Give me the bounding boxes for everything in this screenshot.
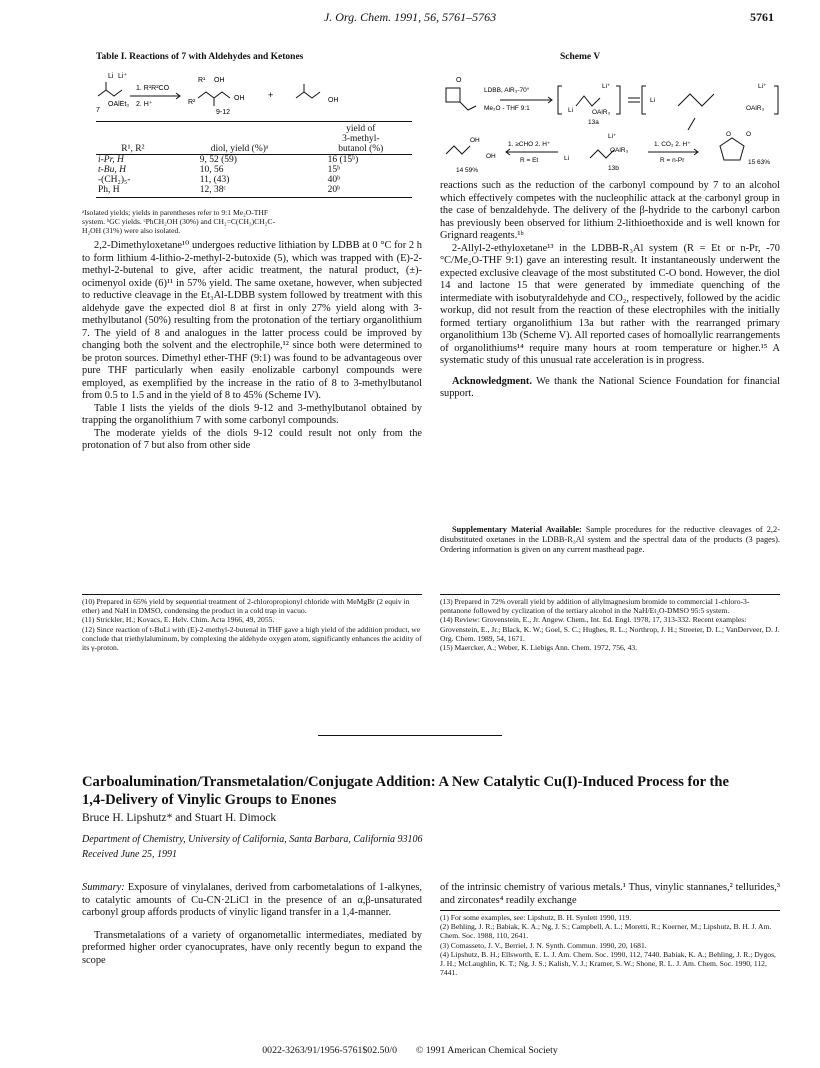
butanol-skeleton <box>296 92 320 98</box>
acknowledgment-heading: Acknowledgment. <box>452 375 532 387</box>
compound-13b-label: 13b <box>608 165 619 172</box>
table-cell: 9, 52 (59) <box>199 155 237 165</box>
step1-condition: R = Et <box>520 157 539 164</box>
supplementary-heading: Supplementary Material Available: <box>452 525 582 534</box>
footnote: (11) Strickler, H.; Kovacs, E. Helv. Chim. Acta 1966, 49, 2055. <box>82 615 275 625</box>
article-references <box>440 913 780 977</box>
reference: (1) For some examples, see: Lipshutz, B. H. Synlett 1990, 119. <box>440 913 632 922</box>
intro-paragraph-right-text: of the intrinsic chemistry of various metals.¹ Thus, vinylic stannanes,² tellurides,³ and zirconates⁴ readily exchange <box>440 882 780 906</box>
oh-label-2: OH <box>486 153 496 160</box>
affiliation-line: Department of Chemistry, University of California, Santa Barbara, California 93106 <box>82 834 423 845</box>
table-cell: 16 (15ᵇ) <box>327 155 359 165</box>
publication-code: 0022-3263/91/1956-5761$02.50/0 <box>262 1045 397 1056</box>
table-cell: Ph, H <box>98 185 120 195</box>
copyright-notice: © 1991 American Chemical Society <box>415 1045 558 1056</box>
paragraph: The moderate yields of the diols 9-12 could result not only from the protonation of 7 but also from other side <box>82 427 422 451</box>
step1-reagent: 1. ≥CHO 2. H⁺ <box>508 141 551 148</box>
reactant-skeleton <box>98 90 122 96</box>
footnote: (15) Maercker, A.; Weber, K. Liebigs Ann. Chem. 1972, 756, 43. <box>440 643 638 653</box>
paragraph: reactions such as the reduction of the carbonyl compound by 7 to an alcohol which effectively competes with the nucleophilic attack at the carbonyl group in the case of benzaldehyde. The delivery of the β-hydride to the carbonyl carbon has previously been observed for lithium 2-lithioethoxide and is well known for Grignard reagents.¹ᵇ <box>440 180 780 241</box>
lactone-15-ring <box>720 138 744 160</box>
article-title: Carboalumination/Transmetalation/Conjugate Addition: A New Catalytic Cu(I)-Induced Process for the 1,4-Delivery of Vinylic Groups to Enones <box>82 774 729 808</box>
diol-14-skeleton <box>446 146 470 154</box>
col3-header-line2: 3-methyl- <box>342 134 380 144</box>
footnote: (10) Prepared in 65% yield by sequential treatment of 2-chloropropionyl chloride with MeMgBr (2 equiv in ether) and NaH in DMSO, condensing the product in a cold trap in vacuo. <box>82 597 410 616</box>
bracket-left <box>558 86 562 114</box>
scheme-v-diagram <box>440 66 785 178</box>
summary-heading: Summary: <box>82 882 125 893</box>
compound-13a-label: 13a <box>588 119 599 126</box>
table-cell: i-Pr, H <box>98 155 124 165</box>
col3-header-line1: yield of <box>346 124 376 134</box>
col3-header-line3: butanol (%) <box>338 144 384 154</box>
oh-label-2: OH <box>234 95 245 102</box>
reference: (2) Behling, J. R.; Babiak, K. A.; Ng, J. S.; Campbell, A. L.; Moretti, R.; Koerner, M.; Lipshutz, B. H. J. Am. Chem. Soc. 1988, 110, 2641. <box>440 922 772 941</box>
table-footnote-line: ᵃIsolated yields; yields in parentheses refer to 9:1 Me₂O-THF <box>82 208 269 217</box>
lithium-label-2: Li <box>650 97 656 104</box>
page-number: 5761 <box>750 10 774 24</box>
footnote: (14) Review: Grovenstein, E., Jr. Angew. Chem., Int. Ed. Engl. 1978, 17, 313-332. Recent examples: Grovenstein, E., Jr.; Black, K. W.; Goel, S. C.; Hughes, R. L.; Northrop, J. H.; Streeter, D. L.; VanDerveer, D. J. Org. Chem. 1989, 54, 1671. <box>440 615 780 643</box>
compound-14-label: 14 59% <box>456 167 479 174</box>
oh-label-1: OH <box>214 77 225 84</box>
lithium-label: Li <box>108 73 114 80</box>
reagent-top-2: Me₂O - THF 9:1 <box>484 105 530 112</box>
paragraph: Table I lists the yields of the diols 9-12 and 3-methylbutanol obtained by trapping the organolithium 7 with some carbonyl compounds. <box>82 402 422 426</box>
oh-label-3: OH <box>328 97 339 104</box>
plus-sign: + <box>268 90 274 100</box>
right-footnotes <box>440 597 780 652</box>
col1-header: R¹, R² <box>121 144 145 154</box>
step2-condition: R = n-Pr <box>660 157 685 164</box>
left-footnotes <box>82 597 422 652</box>
lithium-cation-label-2: Li⁺ <box>758 83 767 90</box>
article-authors: Bruce H. Lipshutz* and Stuart H. Dimock <box>82 812 277 824</box>
reagent-step-2: 2. H⁺ <box>136 101 153 108</box>
right-column-text <box>440 180 780 401</box>
table-i <box>96 121 412 198</box>
footnote-divider <box>82 594 422 595</box>
oair3-label: OAlR₃ <box>592 109 611 116</box>
compound-15-label: 15 63% <box>748 159 771 166</box>
diol-skeleton <box>198 92 230 98</box>
table-cell: 20ᵇ <box>327 185 341 195</box>
acknowledgment-body: We thank the National Science Foundation for financial support. <box>440 375 780 399</box>
carbonyl-oxygen-label: O <box>746 131 752 138</box>
oalet-label: OAlEt₃ <box>108 101 130 108</box>
oair3-label-3: OAlR₃ <box>610 147 629 154</box>
received-date: Received June 25, 1991 <box>82 849 177 860</box>
lithium-label-3: Li <box>564 155 570 162</box>
summary <box>82 882 422 967</box>
article-separator <box>318 735 502 736</box>
references-divider <box>440 910 780 911</box>
oh-label-1: OH <box>470 137 480 144</box>
footnote-divider-right <box>440 594 780 595</box>
left-column-text <box>82 240 422 453</box>
journal-header: J. Org. Chem. 1991, 56, 5761–5763 <box>323 10 497 24</box>
article-affiliation <box>82 832 742 862</box>
reagent-top-1: LDBB, AlR₃-70° <box>484 87 530 94</box>
reference: (3) Comasseto, J. V., Berriel, J. N. Synth. Commun. 1990, 20, 1681. <box>440 940 647 950</box>
paragraph: 2-Allyl-2-ethyloxetane¹³ in the LDBB-R₃Al system (R = Et or n-Pr, -70 °C/Me₂O-THF 9:1) gave an interesting result. It instantaneously underwent the expected exclusive cleavage of the most substituted C-O bond. However, the diol 14 and lactone 15 that were generated by immediate quenching of the intermediate with isobutyraldehyde and CO₂, respectively, followed by the acidic workup, did not result from the reaction of these electrophiles with the initially formed tertiary organolithium 13a but rather with the rearranged primary organolithium 13b (Scheme V). All reported cases of homoallylic rearrangements of organolithiums¹⁴ require many hours at room temperature or higher.¹⁵ A systematic study of this unusual rate acceleration is in progress. <box>440 242 780 366</box>
lithium-cation-label-3: Li⁺ <box>608 133 617 140</box>
paragraph: 2,2-Dimethyloxetane¹⁰ undergoes reductive lithiation by LDBB at 0 °C for 2 h to form lithium 4-lithio-2-methyl-2-butoxide (5), which was trapped with (E)-2-methyl-2-butenal to give, after acidic treatment, the natural product, (±)-ocimenyol oxide (6)¹¹ in 57% yield. The same oxetane, however, when subjected to reductive cleavage in the Et₃Al-LDBB system followed by treatment with this aldehyde gave the expected diol 8 at first in only 27% yield along with 3-methylbutanol (50%) resulting from the protonation of the tertiary organolithium 7. The yield of 8 and analogues in the latter process could be improved by changing both the solvent and the electrophile,¹² since both were determined to be proton sources. Dimethyl ether-THF (9:1) was found to be advantageous over pure THF particularly when easily enolizable carbonyl compounds were employed, as exemplified by the increase in the ratio of 8 to 3-methylbutanol from 0.5 to 1.5 and in the yield of 8 to 45% (Scheme IV). <box>82 240 422 401</box>
lithium-label: Li <box>568 107 574 114</box>
scheme-title: Scheme V <box>560 52 601 62</box>
table-footnote <box>82 208 422 236</box>
bracket-right <box>616 86 620 114</box>
summary-body: Exposure of vinylalanes, derived from carbometalations of 1-alkynes, to catalytic amounts of Cu-CN·2LiCl in the presence of an α,β-unsaturated carbonyl group affords products of vinylic ligand transfer in a 1,4-manner. <box>82 882 422 918</box>
product-range-label: 9-12 <box>216 109 231 116</box>
step2-reagent: 1. CO₂ 2. H⁺ <box>654 141 691 148</box>
supplementary-body: Sample procedures for the reductive cleavages of 2,2-disubstituted oxetanes in the LDBB-R₃Al system and the spectral data of the products (3 pages). Ordering information is given on any current masthead page. <box>440 525 780 555</box>
table-reaction-scheme <box>88 68 418 116</box>
table-cell: 10, 56 <box>199 165 224 175</box>
table-title: Table I. Reactions of 7 with Aldehydes and Ketones <box>96 52 304 62</box>
acknowledgment <box>440 376 780 401</box>
compound-7-label: 7 <box>96 107 100 114</box>
footnote: (12) Since reaction of t-BuLi with (E)-2-methyl-2-butenal in THF gave a high yield of the addition product, we conclude that triethylaluminum, by complexing the aldehyde oxygen atom, significantly enhances the acidity of its γ-proton. <box>82 624 422 653</box>
table-cell: t-Bu, H <box>98 165 126 175</box>
table-cell: 40ᵇ <box>327 175 341 185</box>
reagent-step-1: 1. R¹R²CO <box>136 85 170 92</box>
r2-label: R² <box>188 99 196 106</box>
table-cell: 11, (43) <box>199 175 230 185</box>
supplementary-material <box>440 525 780 556</box>
lithium-cation-label: Li⁺ <box>118 73 128 80</box>
table-cell: 12, 38ᶜ <box>199 185 226 195</box>
lactone-oxygen-label: O <box>726 131 732 138</box>
page-footer <box>0 1045 820 1056</box>
table-footnote-line: H₂OH (31%) were also isolated. <box>82 226 181 236</box>
lithium-cation-label: Li⁺ <box>602 83 611 90</box>
oair3-label-2: OAlR₃ <box>746 105 765 112</box>
table-footnote-line: system. ᵇGC yields. ᶜPhCH₂OH (30%) and CH₂=C(CH₃)CH₂C- <box>82 217 275 227</box>
col2-header: diol, yield (%)ᵃ <box>210 144 269 154</box>
oxetane-ring <box>446 88 460 102</box>
r1-label: R¹ <box>198 77 206 84</box>
intro-paragraph-left: Transmetalations of a variety of organometallic intermediates, mediated by preformed higher order cyanocuprates, have only recently begun to expand the scope <box>82 929 422 966</box>
down-arrow <box>688 118 695 130</box>
reference: (4) Lipshutz, B. H.; Ellsworth, E. L. J. Am. Chem. Soc. 1990, 112, 7440. Babiak, K. A.; Behling, J. R.; Dygos, J. H.; McLaughlin, K. T.; Ng, J. S.; Kalish, V. J.; Kramer, S. W.; Shone, R. L. J. Am. Chem. Soc. 1990, 112, 7441. <box>440 949 776 978</box>
table-cell: 15ᵇ <box>327 165 341 175</box>
intro-paragraph-right <box>440 882 780 907</box>
table-cell: -(CH₂)₅- <box>98 175 131 185</box>
footnote: (13) Prepared in 72% overall yield by addition of allylmagnesium bromide to commercial 1-chloro-3-pentanone followed by cyclization of the tertiary alcohol in the NaH/Et₂O-DMSO 95:5 system. <box>440 597 750 616</box>
oxygen-label: O <box>456 77 462 84</box>
